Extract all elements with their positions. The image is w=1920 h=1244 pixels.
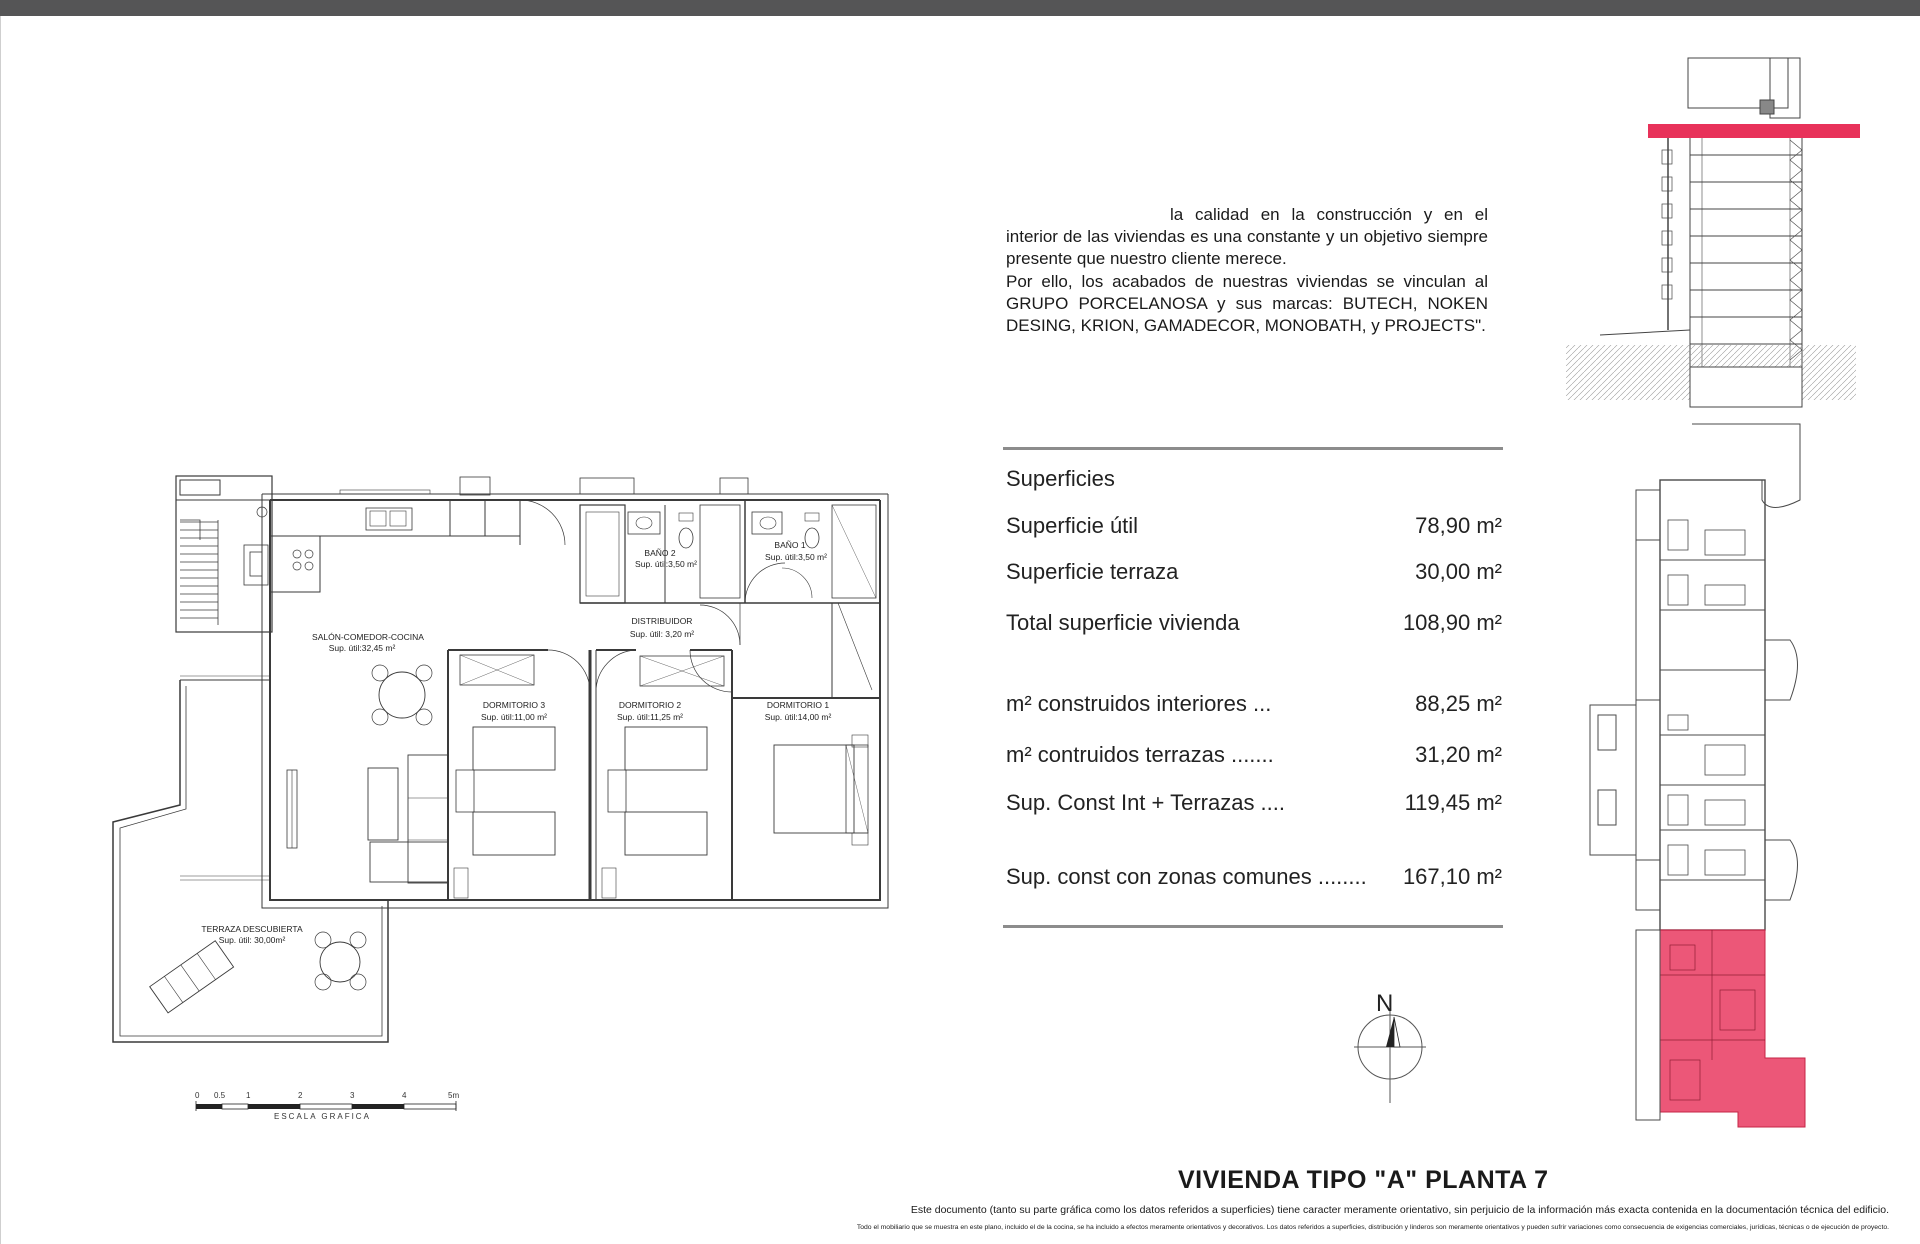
room-area-dormitorio3: Sup. útil:11,00 m² [481, 712, 547, 722]
graphic-scale [190, 1086, 470, 1122]
surface-label: Sup. const con zonas comunes ........ [1006, 864, 1367, 889]
room-name-bano2: BAÑO 2 [644, 548, 676, 558]
north-label: N [1376, 990, 1394, 1017]
room-area-dormitorio1: Sup. útil:14,00 m² [764, 712, 832, 722]
room-name-bano1: BAÑO 1 [774, 540, 806, 550]
surface-value: 119,45 m² [1404, 790, 1502, 815]
table-rule-top [1003, 447, 1503, 450]
scale-tick-0: 0 [195, 1091, 200, 1100]
north-arrow-icon [1350, 985, 1430, 1105]
room-name-distribuidor: DISTRIBUIDOR [631, 616, 693, 626]
room-area-terraza: Sup. útil: 30,00m² [218, 935, 286, 945]
scale-tick-3: 2 [298, 1091, 303, 1100]
disclaimer-furniture: Todo el mobiliario que se muestra en este plano, incluido el de la cocina, se ha incluido a efectos meramente orientativos y decorativos. Los datos referidos a superficies, distribución y linderos son meramente orientativos y pueden sufrir variaciones como consecuencia de exigencias comerciales, jurídicas, técnicas o de ejecución de proyecto. [856, 1224, 1889, 1231]
surface-label: Sup. Const Int + Terrazas .... [1006, 790, 1286, 815]
building-elevation [1560, 50, 1870, 410]
room-area-bano1: Sup. útil:3,50 m² [765, 552, 827, 562]
scale-tick-2: 1 [246, 1091, 251, 1100]
room-name-salon: SALÓN-COMEDOR-COCINA [312, 632, 424, 642]
table-rule-bottom [1003, 925, 1503, 928]
scale-tick-4: 3 [350, 1091, 355, 1100]
floor-highlight-band [1648, 124, 1860, 138]
surface-value: 31,20 m² [1415, 742, 1502, 767]
room-name-dormitorio2: DORMITORIO 2 [618, 700, 682, 710]
scale-label: ESCALA GRAFICA [274, 1112, 371, 1121]
unit-highlight [1660, 930, 1805, 1127]
surface-value: 108,90 m² [1402, 610, 1502, 635]
surface-label: m² contruidos terrazas ....... [1006, 742, 1274, 767]
scale-tick-1: 0.5 [214, 1091, 226, 1100]
surface-label: m² construidos interiores ... [1006, 691, 1272, 716]
room-name-terraza: TERRAZA DESCUBIERTA [201, 924, 303, 934]
intro-paragraph-1: la calidad en la construcción y en el interior de las viviendas es una constante y un objetivo siempre presente que nuestro cliente merece. [1006, 205, 1488, 269]
page-edge [0, 16, 1, 1244]
building-key-plan [1570, 415, 1820, 1135]
room-name-dormitorio3: DORMITORIO 3 [482, 700, 546, 710]
surface-label: Superficie terraza [1006, 559, 1179, 584]
scale-tick-6: 5m [448, 1091, 460, 1100]
floor-plan [100, 460, 920, 1060]
plan-title: VIVIENDA TIPO "A" PLANTA 7 [1178, 1166, 1549, 1194]
surface-label: Superficie útil [1006, 513, 1139, 538]
room-area-salon: Sup. útil:32,45 m² [328, 643, 396, 653]
disclaimer-main: Este documento (tanto su parte gráfica como los datos referidos a superficies) tiene caracter meramente orientativo, sin perjuicio de la información más exacta contenida en la documentación técnica del edificio. [910, 1204, 1889, 1216]
surface-label: Total superficie vivienda [1006, 610, 1240, 635]
scale-tick-5: 4 [402, 1091, 407, 1100]
room-area-bano2: Sup. útil:3,50 m² [635, 559, 697, 569]
intro-text [1006, 204, 1488, 337]
room-area-distribuidor: Sup. útil: 3,20 m² [629, 629, 695, 639]
top-bar [0, 0, 1920, 16]
surfaces-title: Superficies [1006, 466, 1115, 491]
intro-paragraph-2: Por ello, los acabados de nuestras viviendas se vinculan al GRUPO PORCELANOSA y sus marcas: BUTECH, NOKEN DESING, KRION, GAMADECOR, MONOBATH, y PROJECTS". [1006, 271, 1488, 336]
surface-value: 78,90 m² [1415, 513, 1502, 538]
surface-value: 88,25 m² [1415, 691, 1502, 716]
surface-value: 30,00 m² [1415, 559, 1502, 584]
surface-value: 167,10 m² [1402, 864, 1502, 889]
room-name-dormitorio1: DORMITORIO 1 [766, 700, 830, 710]
room-area-dormitorio2: Sup. útil:11,25 m² [617, 712, 683, 722]
